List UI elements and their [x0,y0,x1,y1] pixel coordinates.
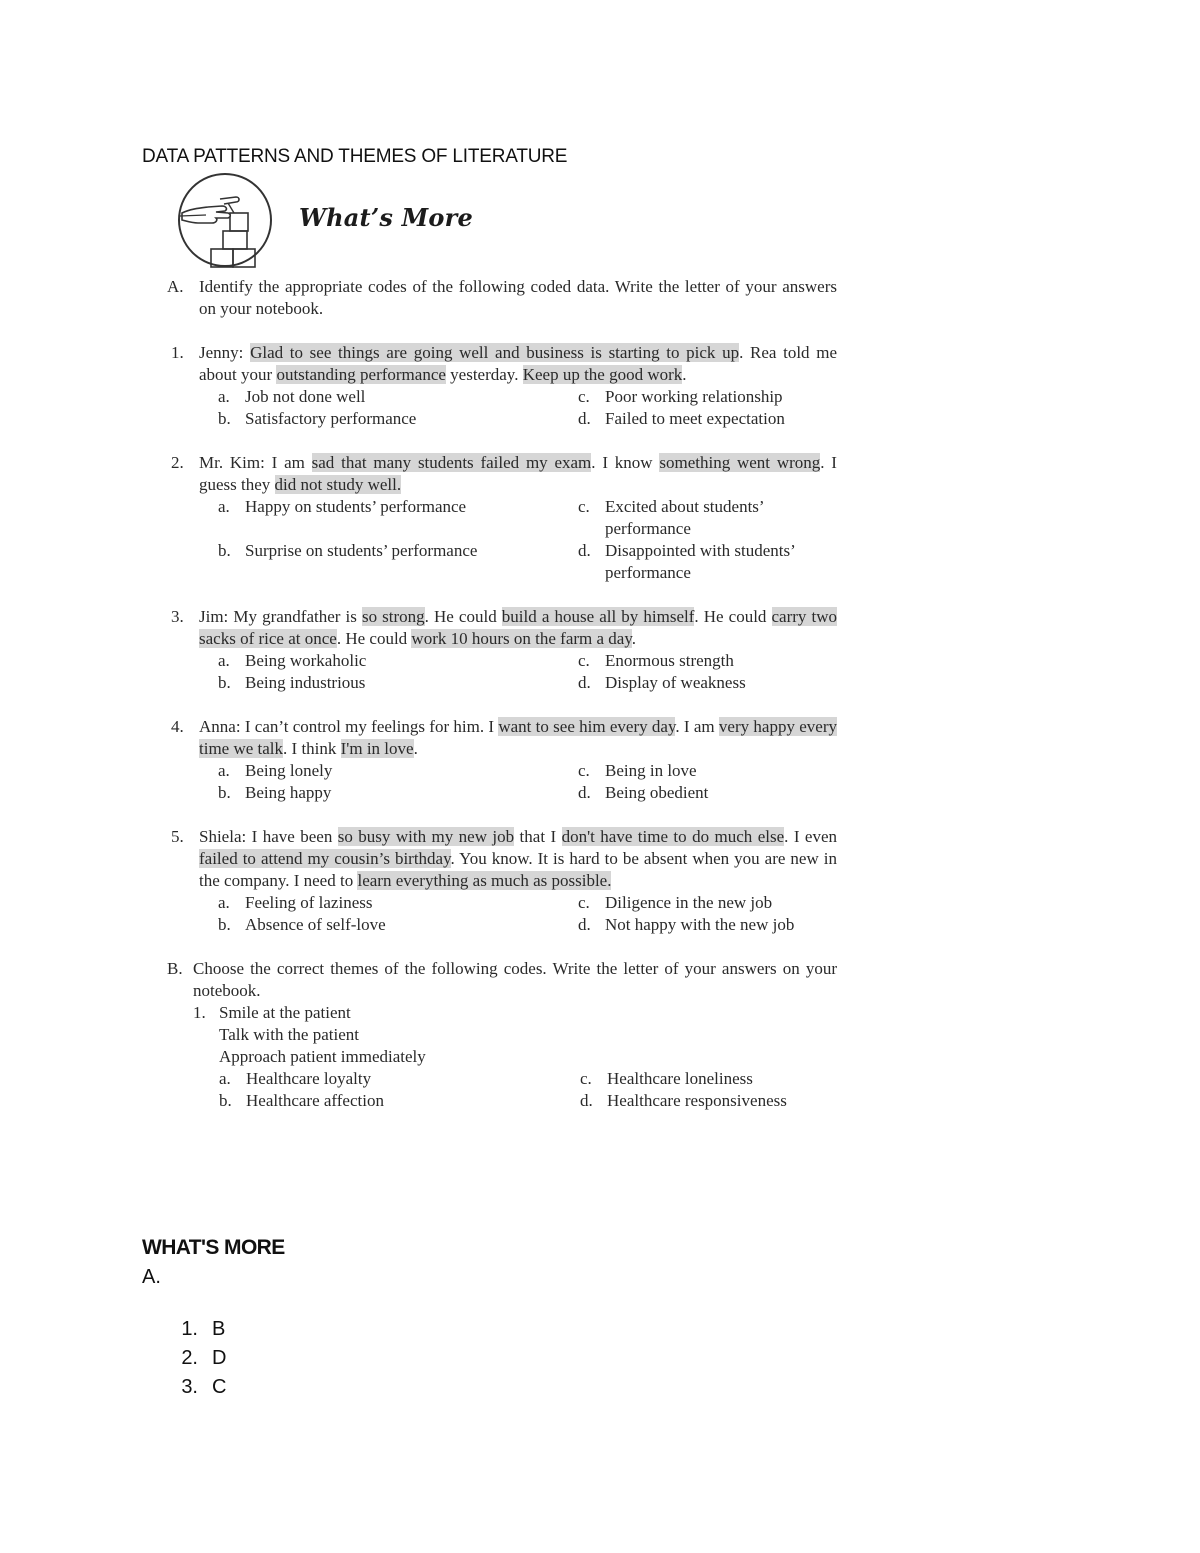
option-letter: d. [578,915,591,934]
section-b-instruction: Choose the correct themes of the following codes. Write the letter of your answers on your notebook. [193,959,837,1000]
stem-text: . I guess they [199,453,837,494]
option-text: Being industrious [245,673,366,692]
option-text: Being in love [605,761,697,780]
option-letter: b. [218,673,231,692]
option-item [578,892,837,914]
option-letter: d. [578,673,591,692]
item-number: 1. [193,1003,206,1022]
option-item [219,1068,580,1090]
option-text: Failed to meet expectation [605,409,785,428]
option-letter: c. [578,497,590,516]
question-item [167,342,837,430]
question-body [199,342,837,430]
highlighted-code: sad that many students failed my exam [311,453,592,472]
question-number: 4. [171,717,184,736]
option-grid [218,650,837,694]
option-text: Display of weakness [605,673,746,692]
stem-text: . I am [675,717,719,736]
option-letter: c. [578,893,590,912]
answers-title: WHAT'S MORE [142,1236,285,1259]
question-stem [199,826,837,892]
stem-text: . Rea told me about your [199,343,837,384]
option-text: Surprise on students’ performance [245,541,478,560]
option-letter: a. [218,651,230,670]
answer-letter: D [212,1347,227,1369]
stem-text: Anna: I can’t control my feelings for him. I [199,717,499,736]
stem-text: . [682,365,687,384]
highlighted-code: build a house all by himself [501,607,695,626]
option-item [578,914,837,936]
stem-text: . He could [424,607,502,626]
option-letter: d. [578,541,591,560]
question-stem [199,716,837,760]
option-item [578,540,837,584]
section-a-header [167,276,837,320]
highlighted-code: did not study well. [274,475,402,494]
highlighted-code: something went wrong [659,453,821,472]
answer-number: 2. [181,1347,198,1369]
answers-section [142,1236,285,1402]
question-stem [199,342,837,386]
option-item [218,672,578,694]
whats-more-banner [176,173,496,273]
option-letter: c. [578,651,590,670]
highlighted-code: Keep up the good work [522,365,683,384]
highlighted-code: don't have time to do much else [561,827,785,846]
option-item [578,650,837,672]
code-line: Talk with the patient [219,1025,359,1044]
option-text: Healthcare affection [246,1091,384,1110]
option-text: Healthcare loneliness [607,1069,753,1088]
option-text: Being lonely [245,761,333,780]
option-letter: a. [218,497,230,516]
option-item [218,540,578,584]
option-text: Enormous strength [605,651,734,670]
option-letter: d. [578,409,591,428]
section-b-letter: B. [167,959,183,978]
option-item [218,650,578,672]
answer-letter: C [212,1376,227,1398]
question-body [199,606,837,694]
option-text: Healthcare loyalty [246,1069,372,1088]
stem-text: . I think [283,739,341,758]
question-number: 3. [171,607,184,626]
stem-text: that I [514,827,562,846]
option-item [578,760,837,782]
option-item [578,408,837,430]
stem-text: Jenny: [199,343,251,362]
option-text: Being happy [245,783,332,802]
option-item [218,914,578,936]
highlighted-code: so busy with my new job [337,827,515,846]
option-letter: c. [580,1069,592,1088]
question-body [199,452,837,584]
stem-text: . [631,629,636,648]
option-item [218,496,578,540]
option-letter: b. [219,1091,232,1110]
section-a-instruction: Identify the appropriate codes of the following coded data. Write the letter of your answers on your notebook. [199,277,837,318]
code-line: Approach patient immediately [219,1047,426,1066]
stem-text: Shiela: I have been [199,827,338,846]
stem-text: . He could [694,607,772,626]
stem-text: . You know. It is hard to be absent when you are new in the company. I need to [199,849,837,890]
option-text: Being obedient [605,783,709,802]
option-item [218,892,578,914]
option-text: Poor working relationship [605,387,783,406]
answer-list [142,1315,285,1402]
option-item [578,672,837,694]
option-text: Job not done well [245,387,366,406]
answer-item [142,1344,285,1373]
option-letter: a. [219,1069,231,1088]
highlighted-code: very happy every time we talk [199,717,837,758]
question-stem [199,606,837,650]
highlighted-code: Glad to see things are going well and business is starting to pick up [250,343,740,362]
stem-text: . I know [591,453,660,472]
answer-item [142,1315,285,1344]
stem-text: yesterday. [445,365,523,384]
option-text: Excited about students’ performance [605,497,764,538]
answers-section-letter: A. [142,1266,161,1288]
question-item [167,452,837,584]
option-text: Disappointed with students’ performance [605,541,795,582]
banner-title: What’s More [299,203,473,232]
section-b-item [193,1002,837,1112]
option-grid [218,892,837,936]
answer-letter: B [212,1318,226,1340]
question-item [167,826,837,936]
question-number: 1. [171,343,184,362]
answer-number: 3. [181,1376,198,1398]
option-item [578,782,837,804]
option-letter: c. [578,761,590,780]
question-item [167,716,837,804]
highlighted-code: want to see him every day [498,717,676,736]
option-letter: b. [218,783,231,802]
section-b [167,958,837,1112]
option-item [218,782,578,804]
option-letter: d. [580,1091,593,1110]
option-text: Satisfactory performance [245,409,417,428]
option-item [580,1090,837,1112]
stem-text: . I even [784,827,837,846]
option-text: Feeling of laziness [245,893,373,912]
option-letter: a. [218,761,230,780]
option-text: Healthcare responsiveness [607,1091,787,1110]
highlighted-code: outstanding performance [276,365,446,384]
option-grid [219,1068,837,1112]
option-letter: d. [578,783,591,802]
code-line: Smile at the patient [219,1003,351,1022]
option-letter: b. [218,915,231,934]
option-grid [218,496,837,584]
item-body [219,1002,837,1112]
option-item [578,386,837,408]
worksheet-content [167,276,837,1112]
option-letter: b. [218,409,231,428]
option-grid [218,760,837,804]
question-item [167,606,837,694]
answer-number: 1. [181,1318,198,1340]
question-body [199,716,837,804]
stem-text: . [413,739,418,758]
option-item [219,1090,580,1112]
highlighted-code: so strong [361,607,425,626]
question-stem [199,452,837,496]
highlighted-code: carry two sacks of rice at once [199,607,838,648]
stem-text: Mr. Kim: I am [199,453,312,472]
question-body [199,826,837,936]
hand-pointing-blocks-icon [176,173,286,273]
option-item [578,496,837,540]
section-a-letter: A. [167,277,184,296]
option-text: Being workaholic [245,651,367,670]
option-letter: a. [218,387,230,406]
stem-text: . He could [336,629,412,648]
section-b-header [167,958,837,1002]
option-text: Happy on students’ performance [245,497,467,516]
option-letter: b. [218,541,231,560]
option-item [218,408,578,430]
question-number: 5. [171,827,184,846]
option-text: Diligence in the new job [605,893,773,912]
highlighted-code: failed to attend my cousin’s birthday [199,849,451,868]
option-item [580,1068,837,1090]
option-letter: c. [578,387,590,406]
answer-item [142,1373,285,1402]
option-letter: a. [218,893,230,912]
highlighted-code: learn everything as much as possible. [357,871,612,890]
option-text: Not happy with the new job [605,915,795,934]
option-item [218,386,578,408]
stem-text: Jim: My grandfather is [199,607,362,626]
option-text: Absence of self-love [245,915,386,934]
highlighted-code: I'm in love [340,739,414,758]
option-grid [218,386,837,430]
document-title: DATA PATTERNS AND THEMES OF LITERATURE [142,146,568,167]
question-number: 2. [171,453,184,472]
question-list [167,342,837,936]
highlighted-code: work 10 hours on the farm a day [411,629,632,648]
option-item [218,760,578,782]
